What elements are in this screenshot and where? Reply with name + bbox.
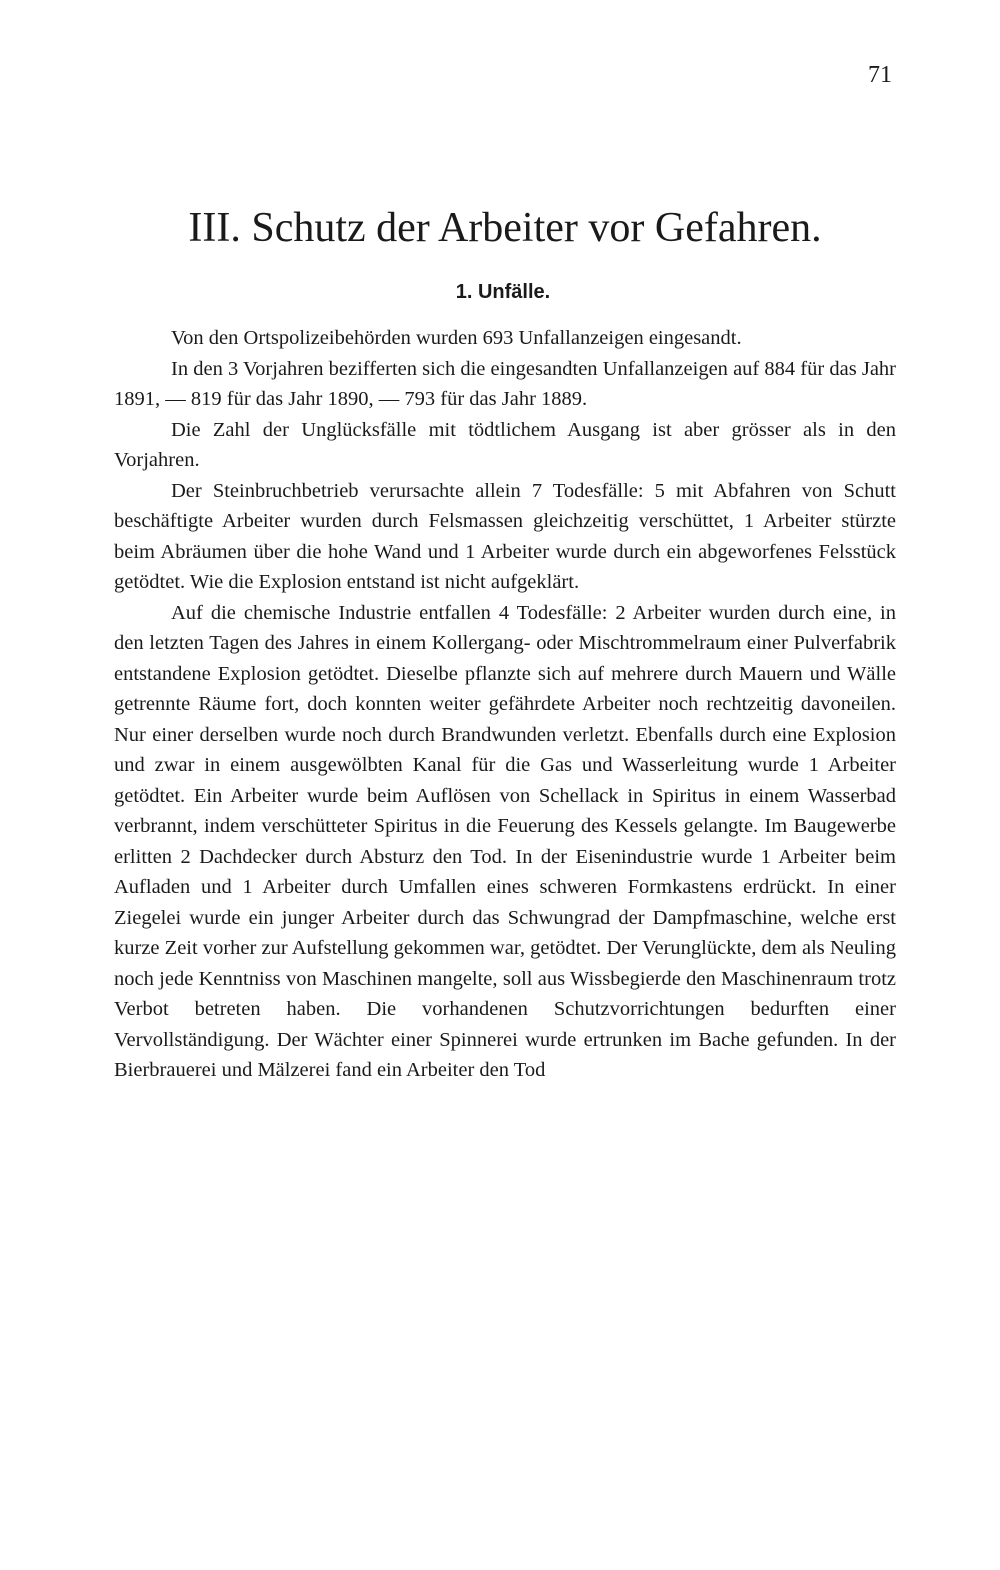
paragraph: Die Zahl der Unglücksfälle mit tödtlichem Ausgang ist aber grösser als in den Vorjahren. bbox=[114, 418, 896, 471]
chapter-title: III. Schutz der Arbeiter vor Gefahren. bbox=[188, 205, 822, 251]
body-text bbox=[114, 323, 896, 1086]
page-number: 71 bbox=[868, 62, 892, 88]
paragraph: Von den Ortspolizeibehörden wurden 693 Unfallanzeigen eingesandt. bbox=[171, 327, 742, 349]
paragraph: Auf die chemische Industrie entfallen 4 Todesfälle: 2 Arbeiter wurden durch eine, in den letzten Tagen des Jahres in einem Kollergang- oder Mischtrommelraum einer Pulverfabrik entstandene Explosion getödtet. Dieselbe pflanzte sich auf mehrere durch Mauern und Wälle getrennte Räume fort, doch konnten weiter gefährdete Arbeiter noch rechtzeitig davoneilen. Nur einer derselben wurde noch durch Brandwunden verletzt. Ebenfalls durch eine Explosion und zwar in einem ausgewölbten Kanal für die Gas und Wasserleitung wurde 1 Arbeiter getödtet. Ein Arbeiter wurde beim Auflösen von Schellack in Spiritus in einem Wasserbad verbrannt, indem verschütteter Spiritus in die Feuerung des Kessels gelangte. Im Baugewerbe erlitten 2 Dachdecker durch Absturz den Tod. In der Eisenindustrie wurde 1 Arbeiter beim Aufladen und 1 Arbeiter durch Umfallen eines schweren Formkastens erdrückt. In einer Ziegelei wurde ein junger Arbeiter durch das Schwungrad der Dampfmaschine, welche erst kurze Zeit vorher zur Aufstellung gekommen war, getödtet. Der Verunglückte, dem als Neuling noch jede Kenntniss von Maschinen mangelte, soll aus Wissbegierde den Maschinenraum trotz Verbot betreten haben. Die vorhandenen Schutzvorrichtungen bedurften einer Vervollständigung. Der Wächter einer Spinnerei wurde ertrunken im Bache gefunden. In der Bierbrauerei und Mälzerei fand ein Arbeiter den Tod bbox=[114, 601, 896, 1081]
section-heading: 1. Unfälle. bbox=[455, 281, 551, 303]
paragraph: In den 3 Vorjahren bezifferten sich die eingesandten Unfallanzeigen auf 884 für das Jahr 1891, — 819 für das Jahr 1890, — 793 für das Jahr 1889. bbox=[114, 357, 896, 410]
paragraph: Der Steinbruchbetrieb verursachte allein 7 Todesfälle: 5 mit Abfahren von Schutt beschäftigte Arbeiter wurden durch Felsmassen gleichzeitig verschüttet, 1 Arbeiter stürzte beim Abräumen über die hohe Wand und 1 Arbeiter wurde durch ein abgeworfenes Felsstück getödtet. Wie die Explosion entstand ist nicht aufgeklärt. bbox=[114, 479, 896, 593]
